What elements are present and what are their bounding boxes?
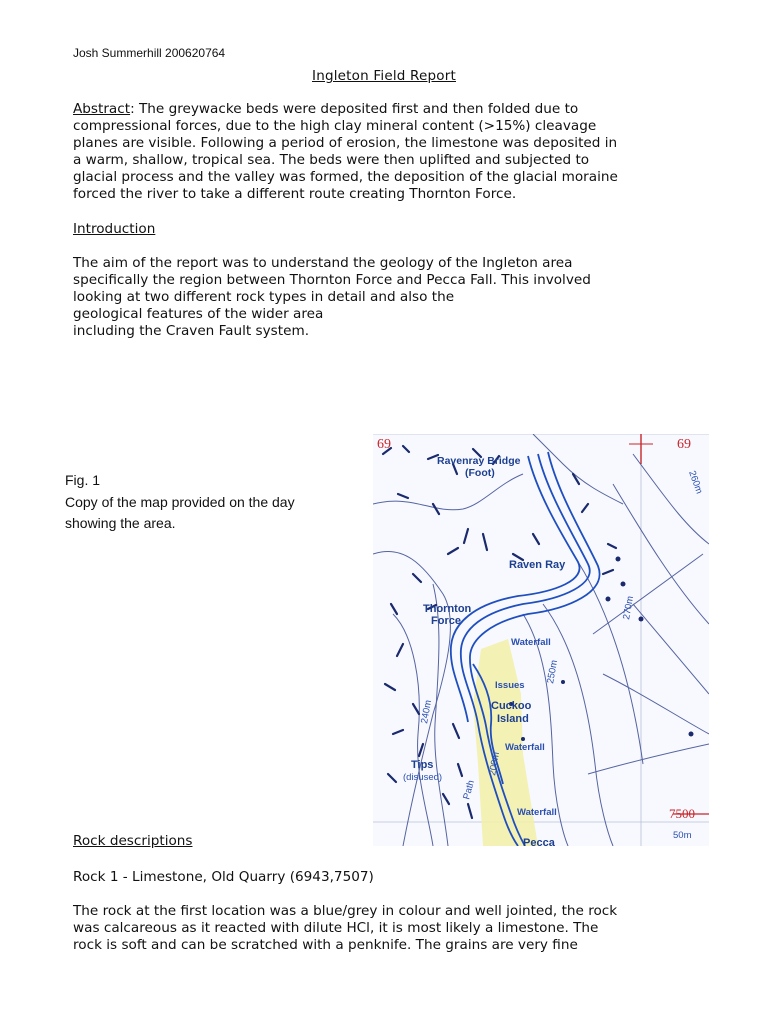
map-label-waterfall-3: Waterfall <box>517 807 557 818</box>
map-label-issues: Issues <box>495 680 525 691</box>
map-grid-69-left: 69 <box>377 437 391 452</box>
map-label-270m: 270m <box>621 595 637 621</box>
rock1-title: Rock 1 - Limestone, Old Quarry (6943,7507) <box>73 869 374 885</box>
map-label-260m: 260m <box>686 469 705 496</box>
map-label-ravenray-bridge: Ravenray Bridge <box>437 455 521 467</box>
map-label-cuckoo: Cuckoo <box>491 700 532 712</box>
map-label-200m: 200m <box>487 751 503 777</box>
map-label-pecca: Pecca <box>523 837 555 846</box>
abstract-label: Abstract <box>73 101 131 117</box>
map-label-foot: (Foot) <box>465 467 495 479</box>
abstract-paragraph: Abstract: The greywacke beds were deposited first and then folded due to compressional forces, due to the high clay mineral content (>15%) cleavage planes are visible. Following a period of erosion, the limestone was deposited in a warm, shallow, tropical sea. The beds were then uplifted and subjected to glacial process and the valley was formed, the deposition of the glacial moraine forced the river to take a different route creating Thornton Force. <box>73 101 618 202</box>
map-grid-7500: 7500 <box>669 806 695 821</box>
figure-caption: Fig. 1 Copy of the map provided on the day showing the area. <box>65 472 295 531</box>
map-grid-69-right: 69 <box>677 437 691 452</box>
rock-descriptions-heading: Rock descriptions <box>73 833 193 849</box>
report-title: Ingleton Field Report <box>312 68 456 84</box>
map-label-tips: Tips <box>411 759 434 771</box>
map-label-waterfall-1: Waterfall <box>511 637 551 648</box>
map-label-force: Force <box>431 615 461 627</box>
map-label-thornton: Thornton <box>423 603 472 615</box>
map-label-240m: 240m <box>419 699 435 725</box>
area-map-figure <box>373 434 709 846</box>
map-label-path: Path <box>461 779 477 801</box>
map-label-raven-ray: Raven Ray <box>509 559 566 571</box>
introduction-heading: Introduction <box>73 221 156 237</box>
map-label-50m: 50m <box>673 830 692 841</box>
map-label-island: Island <box>497 713 529 725</box>
map-label-disused: (disused) <box>403 772 443 783</box>
map-drawing <box>373 434 709 846</box>
rock1-description: The rock at the first location was a blue/grey in colour and well jointed, the rock was calcareous as it reacted with dilute HCl, it is most likely a limestone. The rock is soft and can be scratched with a penknife. The grains are very fine <box>73 903 618 953</box>
map-label-250m: 250m <box>545 659 561 685</box>
author-line: Josh Summerhill 200620764 <box>73 46 226 60</box>
map-label-waterfall-2: Waterfall <box>505 742 545 753</box>
introduction-paragraph: The aim of the report was to understand the geology of the Ingleton area specifically the region between Thornton Force and Pecca Fall. This involved looking at two different rock types in detail and also the geological features of the wider area including the Craven Fault system. <box>73 255 591 339</box>
